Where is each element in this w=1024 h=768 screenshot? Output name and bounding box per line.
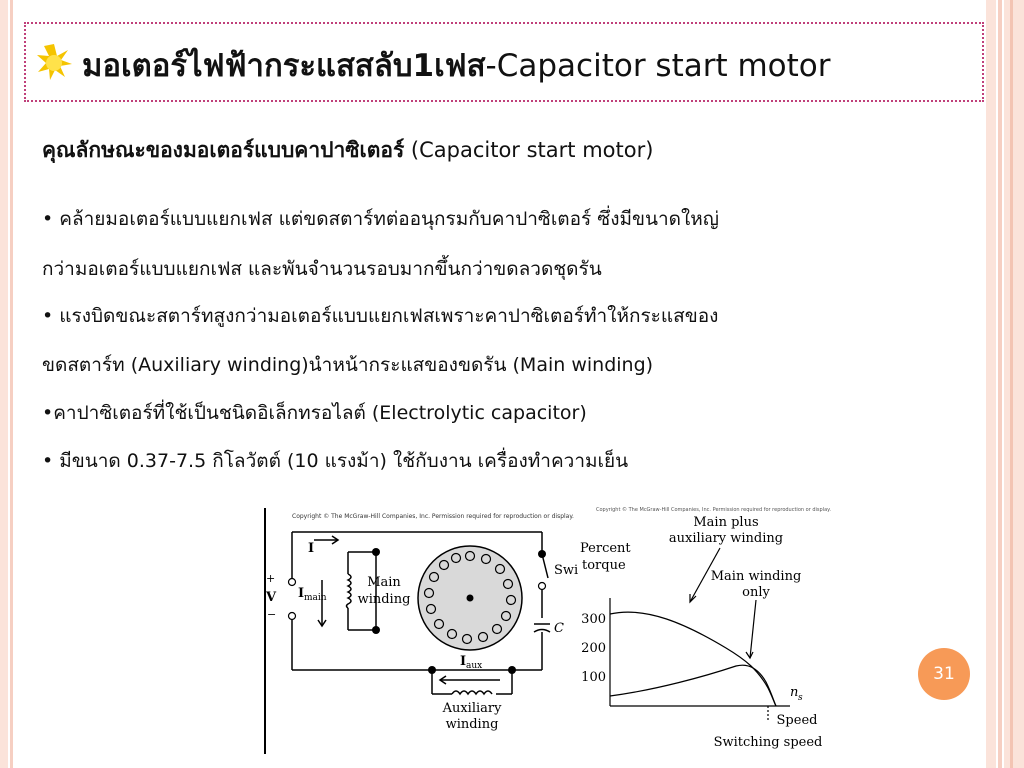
capacitor-label: C — [554, 621, 564, 636]
ns-sub: s — [798, 693, 803, 703]
section-heading — [42, 134, 653, 167]
switching-speed-label: Switching speed — [713, 735, 823, 750]
tick-300: 300 — [581, 612, 606, 627]
decor-stripe-right-line — [1010, 0, 1013, 768]
current-aux-label: I — [460, 654, 467, 669]
current-aux-sub: aux — [466, 661, 483, 671]
title-thai: มอเตอร์ไฟฟ้ากระแสสลับ1เฟส — [82, 48, 486, 84]
bullet-line-6: • มีขนาด 0.37-7.5 กิโลวัตต์ (10 แรงม้า) ใช้กับงาน เครื่องทำความเย็น — [42, 450, 629, 472]
current-main-sub: main — [304, 593, 327, 603]
aux-winding-label-2: winding — [445, 717, 499, 732]
minus-sign: − — [267, 608, 277, 621]
bullet-line-5: •คาปาซิเตอร์ที่ใช้เป็นชนิดอิเล็กทรอไลต์ (Electrolytic capacitor) — [42, 402, 587, 424]
switch-label: Swi — [554, 563, 579, 578]
ylabel-1: Percent — [580, 541, 631, 556]
chart-copyright: Copyright © The McGraw-Hill Companies, Inc. Permission required for reproduction or display. — [596, 507, 831, 513]
voltage-label: V — [266, 590, 277, 605]
curve-main-only — [610, 665, 776, 706]
aux-winding-label-1: Auxiliary — [442, 701, 502, 716]
main-winding-label-1: Main — [367, 575, 401, 590]
plus-sign: + — [266, 572, 276, 585]
ylabel-2: torque — [582, 558, 626, 573]
decor-stripe-right — [986, 0, 996, 768]
bullet-line-4: ขดสตาร์ท (Auxiliary winding)นำหน้ากระแสของขดรัน (Main winding) — [42, 354, 654, 376]
heading-thai: คุณลักษณะของมอเตอร์แบบคาปาซิเตอร์ — [42, 138, 405, 162]
torque-speed-characteristic-chart — [576, 506, 846, 756]
decor-stripe-left-thin — [10, 0, 13, 768]
bullet-line-3: • แรงบิดขณะสตาร์ทสูงกว่ามอเตอร์แบบแยกเฟสเพราะคาปาซิเตอร์ทำให้กระแสของ — [42, 305, 719, 327]
main-winding-label-2: winding — [357, 592, 411, 607]
curve2-label-1: Main winding — [710, 569, 802, 584]
sun-burst-icon — [34, 42, 74, 82]
bullet-line-1: • คล้ายมอเตอร์แบบแยกเฟส แต่ขดสตาร์ทต่ออนุกรมกับคาปาซิเตอร์ ซึ่งมีขนาดใหญ่ — [42, 208, 719, 230]
slide-title — [82, 40, 831, 90]
current-main-label: I — [298, 586, 305, 601]
tick-100: 100 — [581, 670, 606, 685]
bullet-line-2: กว่ามอเตอร์แบบแยกเฟส และพันจำนวนรอบมากขึ้นกว่าขดลวดชุดรัน — [42, 258, 602, 280]
capacitor-start-circuit-diagram — [264, 508, 594, 754]
circuit-copyright: Copyright © The McGraw-Hill Companies, Inc. Permission required for reproduction or display. — [292, 513, 574, 520]
page-number-badge: 31 — [918, 648, 970, 700]
decor-stripe-right-outer — [1004, 0, 1024, 768]
decor-stripe-left — [0, 0, 8, 768]
title-box — [24, 22, 984, 102]
decor-stripe-right-thin — [998, 0, 1002, 768]
curve1-label-2: auxiliary winding — [668, 531, 784, 546]
x-axis-label: Speed — [776, 713, 818, 728]
curve2-label-2: only — [742, 585, 770, 600]
title-english: -Capacitor start motor — [485, 48, 831, 84]
current-label: I — [308, 541, 315, 556]
heading-english: (Capacitor start motor) — [404, 138, 654, 162]
ns-label: n — [790, 685, 799, 700]
curve1-label-1: Main plus — [693, 515, 759, 530]
tick-200: 200 — [581, 641, 606, 656]
